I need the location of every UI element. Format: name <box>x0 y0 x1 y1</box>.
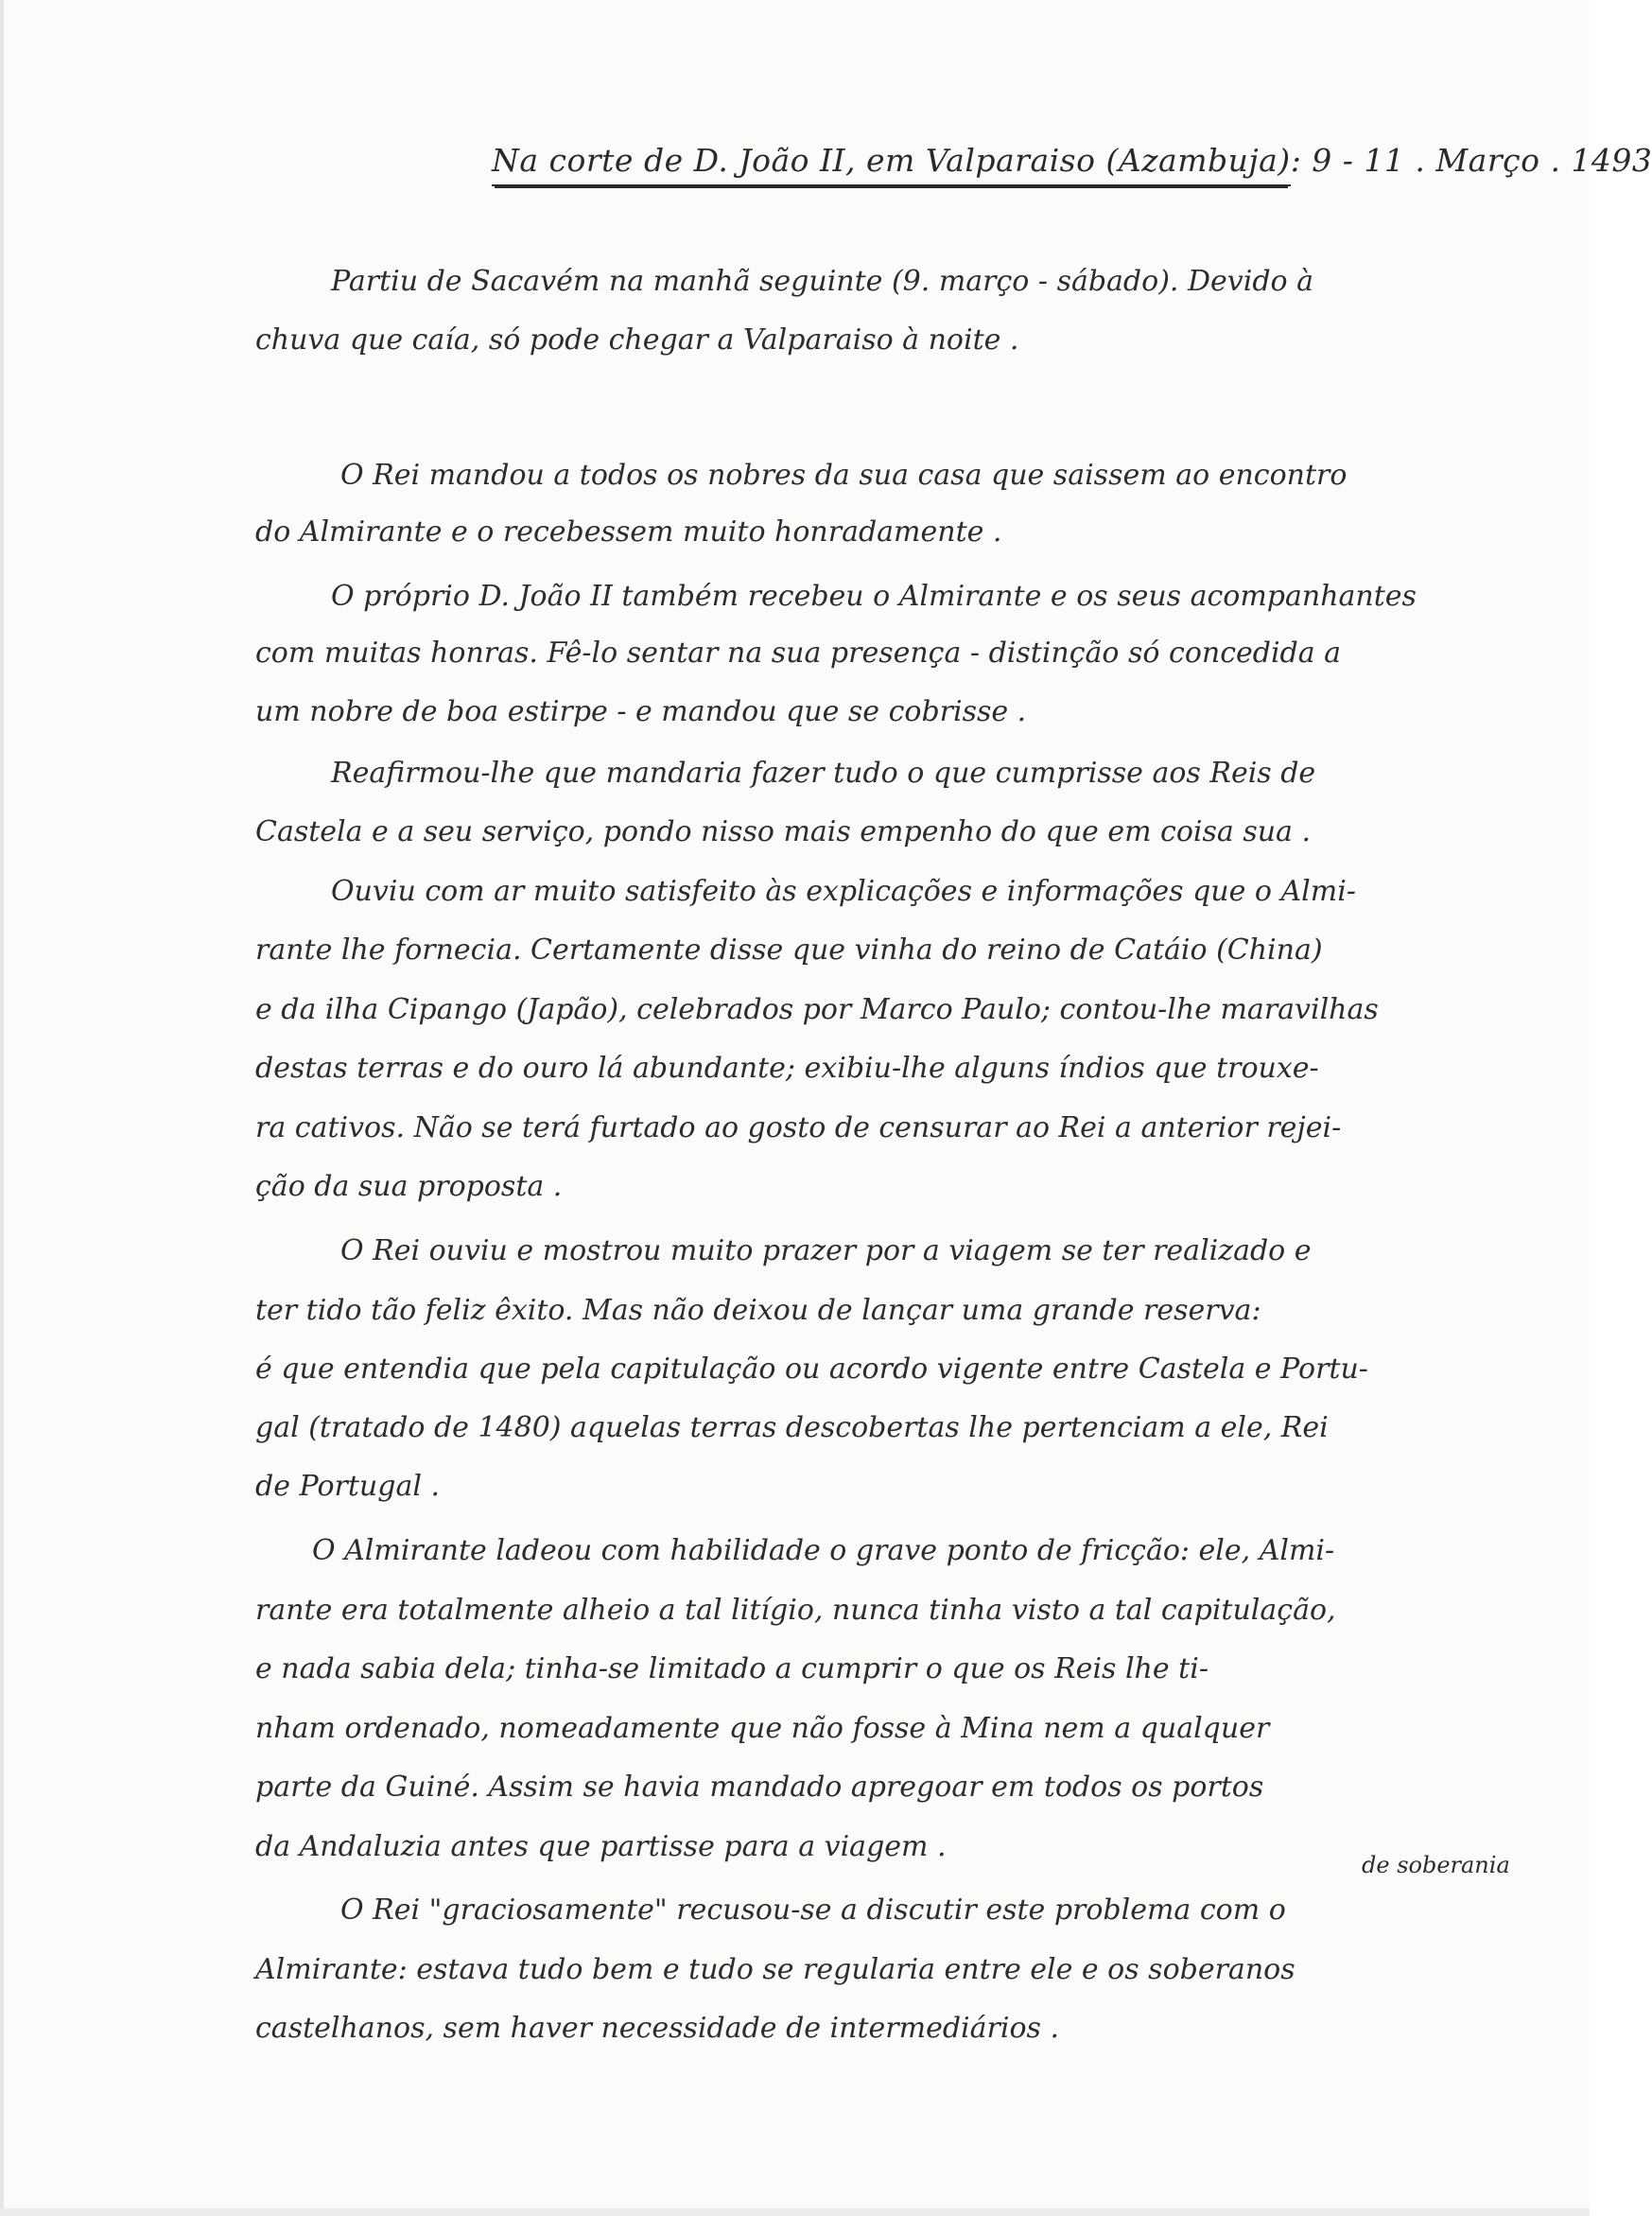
text-line: do Almirante e o recebessem muito honradamente . <box>255 515 1002 549</box>
page-bottom-edge <box>0 2208 1590 2216</box>
text-line: gal (tratado de 1480) aquelas terras descobertas lhe pertenciam a ele, Rei <box>255 1411 1329 1444</box>
text-line: Almirante: estava tudo bem e tudo se regularia entre ele e os soberanos <box>255 1953 1296 1986</box>
text-line: Partiu de Sacavém na manhã seguinte (9. março - sábado). Devido à <box>331 265 1314 298</box>
text-line: ção da sua proposta . <box>255 1170 563 1203</box>
text-line: castelhanos, sem haver necessidade de intermediários . <box>255 2012 1059 2045</box>
text-line: da Andaluzia antes que partisse para a viagem . <box>255 1830 947 1863</box>
text-line: O próprio D. João II também recebeu o Almirante e os seus acompanhantes <box>331 580 1417 613</box>
page-title <box>492 142 1652 179</box>
interlinear-insertion: de soberania <box>1362 1852 1510 1878</box>
text-line: rante era totalmente alheio a tal litígio, nunca tinha visto a tal capitulação, <box>255 1594 1336 1627</box>
text-line: Castela e a seu serviço, pondo nisso mais empenho do que em coisa sua . <box>255 815 1312 848</box>
text-line: rante lhe fornecia. Certamente disse que vinha do reino de Catáio (China) <box>255 934 1323 967</box>
text-line: um nobre de boa estirpe - e mandou que se cobrisse . <box>255 695 1027 728</box>
text-line: chuva que caía, só pode chegar a Valparaiso à noite . <box>255 323 1019 357</box>
text-line: O Rei ouviu e mostrou muito prazer por a viagem se ter realizado e <box>340 1234 1312 1267</box>
text-line: Reafirmou-lhe que mandaria fazer tudo o que cumprisse aos Reis de <box>331 757 1316 790</box>
title-main: Na corte de D. João II, em Valparaiso (Azambuja) <box>492 142 1291 186</box>
text-line: de Portugal . <box>255 1470 440 1503</box>
text-line: O Almirante ladeou com habilidade o grave ponto de fricção: ele, Almi- <box>312 1534 1335 1567</box>
text-line: Ouviu com ar muito satisfeito às explicações e informações que o Almi- <box>331 875 1356 908</box>
text-line: ra cativos. Não se terá furtado ao gosto de censurar ao Rei a anterior rejei- <box>255 1111 1342 1144</box>
text-line: é que entendia que pela capitulação ou acordo vigente entre Castela e Portu- <box>255 1352 1368 1386</box>
text-line: e nada sabia dela; tinha-se limitado a cumprir o que os Reis lhe ti- <box>255 1652 1209 1685</box>
text-line: parte da Guiné. Assim se havia mandado apregoar em todos os portos <box>255 1771 1264 1804</box>
text-line: nham ordenado, nomeadamente que não fosse à Mina nem a qualquer <box>255 1712 1270 1745</box>
text-line: e da ilha Cipango (Japão), celebrados por Marco Paulo; contou-lhe maravilhas <box>255 993 1379 1026</box>
page-edge <box>0 0 4 2216</box>
text-line: O Rei "graciosamente" recusou-se a discutir este problema com o <box>340 1893 1286 1927</box>
text-line: ter tido tão feliz êxito. Mas não deixou de lançar uma grande reserva: <box>255 1294 1261 1327</box>
text-line: O Rei mandou a todos os nobres da sua casa que saissem ao encontro <box>340 459 1348 492</box>
text-line: destas terras e do ouro lá abundante; exibiu-lhe alguns índios que trouxe- <box>255 1052 1319 1085</box>
title-dates: : 9 - 11 . Março . 1493 <box>1290 142 1652 179</box>
text-line: com muitas honras. Fê-lo sentar na sua presença - distinção só concedida a <box>255 637 1342 670</box>
